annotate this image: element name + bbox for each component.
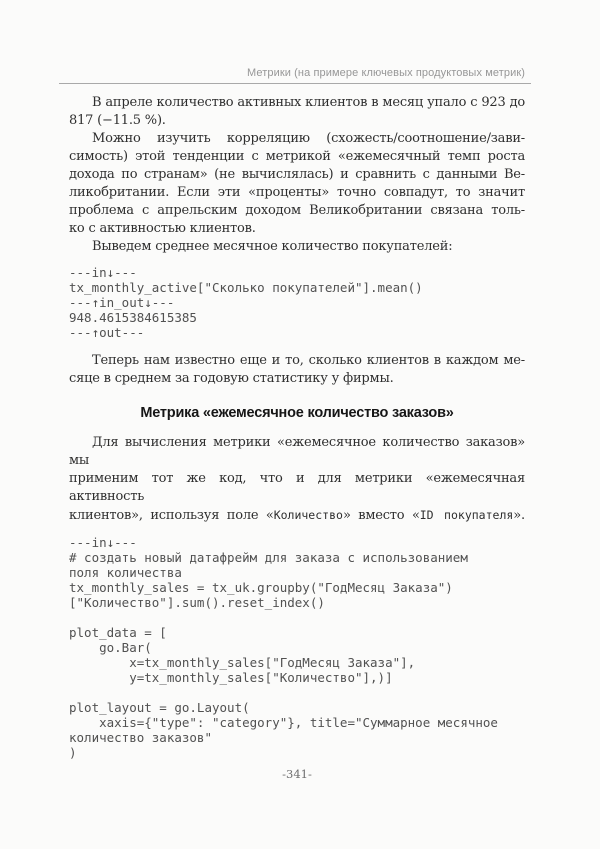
code-line-comment: поля количества [69,565,182,580]
code-line-in-marker: ---in↓--- [69,535,137,550]
page-number: -341- [282,767,312,781]
code-line: go.Bar( [69,640,152,655]
code-line: xaxis={"type": "category"}, title="Суммарное месячное [69,715,498,730]
code-line-out-marker: ---↑out--- [69,325,145,340]
paragraph-correlation [69,130,525,238]
code-line-in-marker: ---in↓--- [69,265,137,280]
paragraph-now-we-know [69,352,525,388]
text-segment: ». [513,508,525,523]
code-line: plot_data = [ [69,625,167,640]
code-line-blank [69,685,525,700]
code-line: y=tx_monthly_sales["Количество"],)] [69,670,393,685]
text-line: дохода по странам» (не вычислялась) и сравнить с данными Ве- [69,167,525,182]
code-line-blank [69,610,525,625]
code-block-monthly-sales [69,535,525,760]
text-line: сяце в среднем за годовую статистику у фирмы. [69,371,394,386]
running-header: Метрики (на примере ключевых продуктовых метрик) [246,67,525,79]
code-term-customer-id: ID покупателя [419,508,514,522]
paragraph-mean-intro [69,238,525,256]
text-line: В апреле количество активных клиентов в месяц упало с 923 до [92,95,525,110]
text-line: симость) этой тенденции с метрикой «ежемесячный темп роста [69,149,525,164]
text-line: ко с активностью клиентов. [69,221,256,236]
text-line: применим тот же код, что и для метрики «ежемесячная активность [69,471,525,504]
text-line: Теперь нам известно еще и то, сколько клиентов в каждом ме- [92,353,525,368]
paragraph-active-clients-drop [69,94,525,130]
code-line: plot_layout = go.Layout( [69,700,250,715]
text-line-mixed [69,506,525,525]
code-line-comment: # создать новый датафрейм для заказа с использованием [69,550,468,565]
code-line: tx_monthly_active["Сколько покупателей"].mean() [69,280,423,295]
code-line: x=tx_monthly_sales["ГодМесяц Заказа"], [69,655,416,670]
text-line: Для вычисления метрики «ежемесячное количество заказов» мы [69,435,525,468]
header-rule [59,83,531,84]
text-line: 817 (−11.5 %). [69,113,166,128]
code-term-quantity: Количество [273,508,343,522]
code-line: ["Количество"].sum().reset_index() [69,595,325,610]
text-line: проблема с апрельским доходом Великобритании связана толь- [69,203,525,218]
code-line: количество заказов" [69,730,212,745]
paragraph-metric-orders [69,434,525,525]
code-line: tx_monthly_sales = tx_uk.groupby("ГодМесяц Заказа") [69,580,453,595]
code-block-mean-active [69,265,525,340]
text-line: ликобритании. Если эти «проценты» точно совпадут, то значит [69,185,525,200]
text-line: Выведем среднее месячное количество покупателей: [92,239,453,254]
section-heading: Метрика «ежемесячное количество заказов» [140,405,454,421]
text-segment: » вместо « [342,508,420,523]
code-line: ) [69,745,77,760]
code-line-output-value: 948.4615384615385 [69,310,197,325]
code-line-in-out-marker: ---↑in_out↓--- [69,295,175,310]
text-line: Можно изучить корреляцию (схожесть/соотношение/зави- [92,131,525,146]
text-segment: клиентов», используя поле « [69,508,274,523]
